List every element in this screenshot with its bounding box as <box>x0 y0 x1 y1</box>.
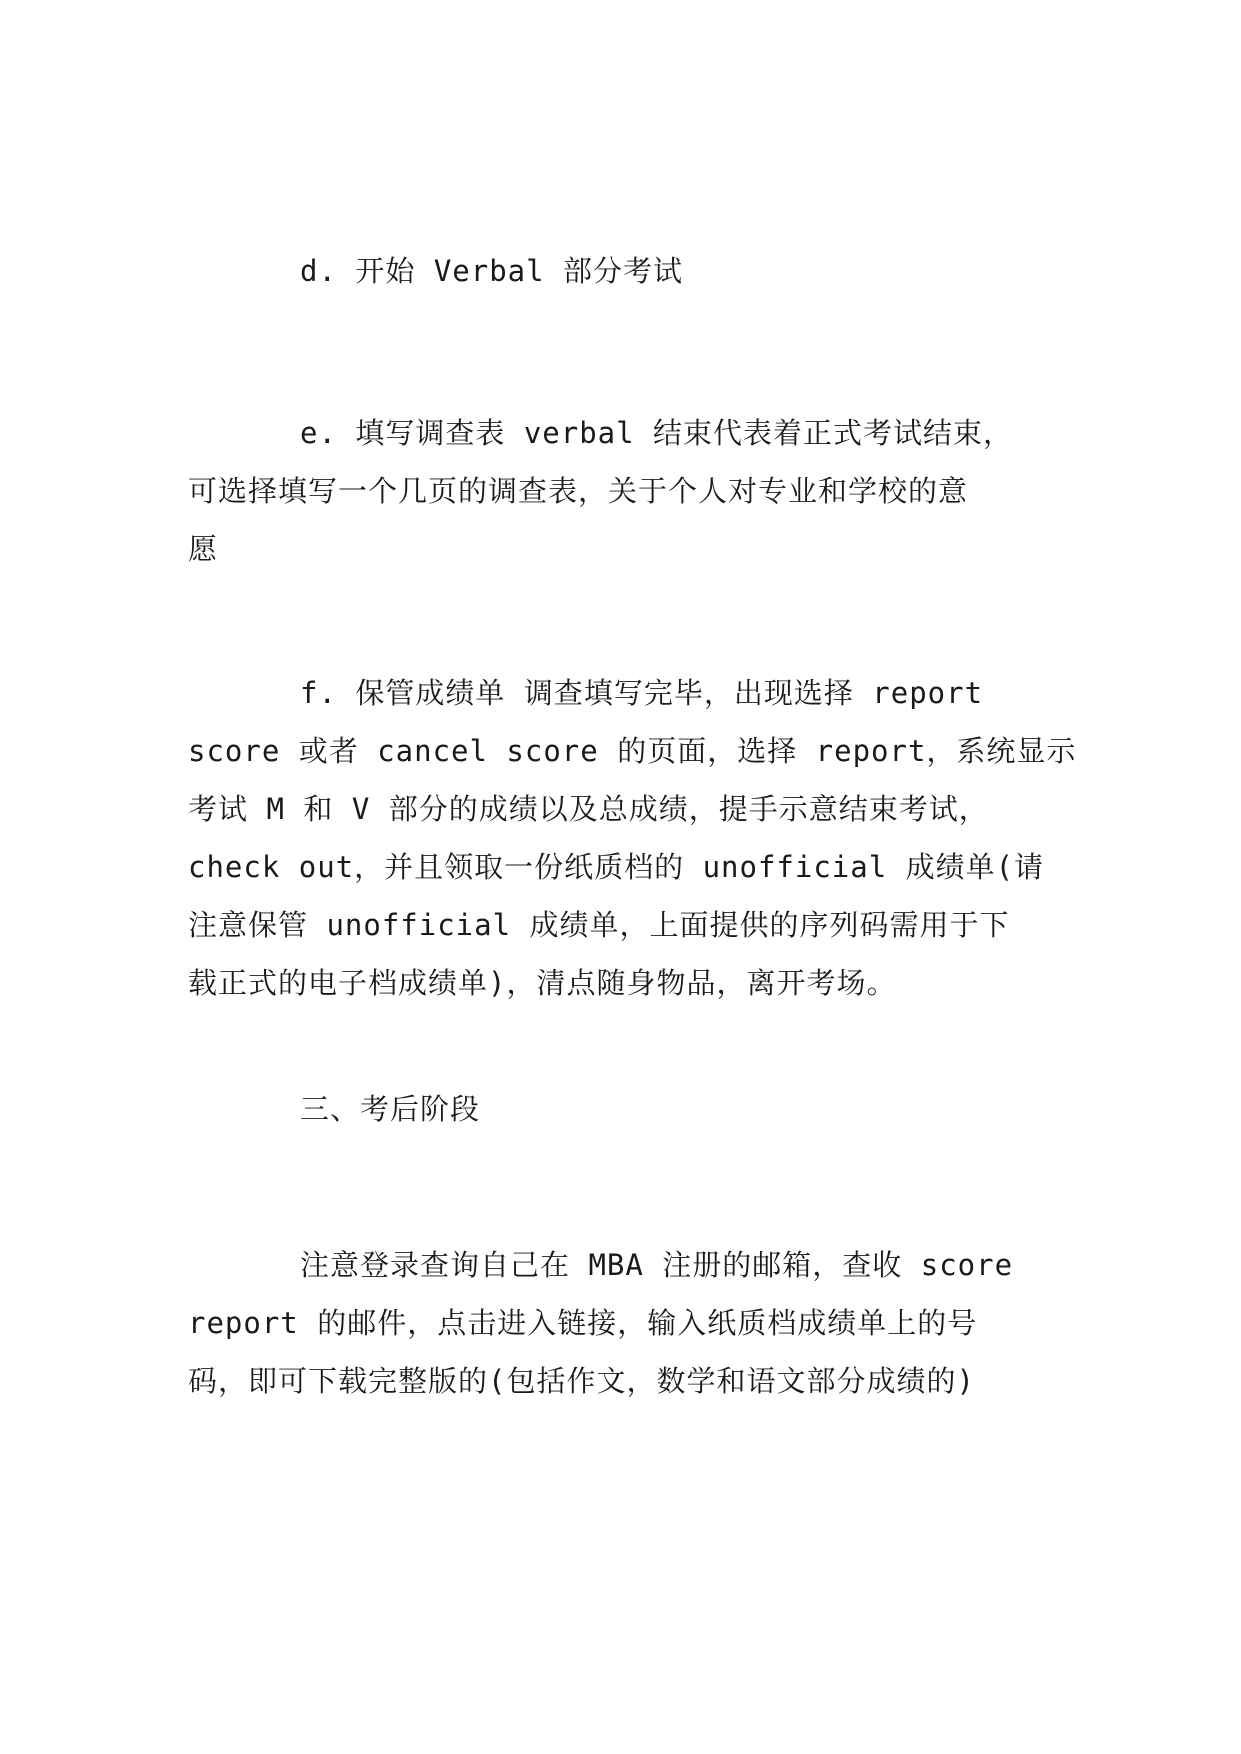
text-line: 注意保管 unofficial 成绩单，上面提供的序列码需用于下 <box>188 908 1010 942</box>
text-line: e. 填写调查表 verbal 结束代表着正式考试结束， <box>300 416 1014 450</box>
text-line: score 或者 cancel score 的页面，选择 report，系统显示 <box>188 734 1077 768</box>
text-line: 注意登录查询自己在 MBA 注册的邮箱，查收 score <box>300 1248 1014 1282</box>
text-line: check out，并且领取一份纸质档的 unofficial 成绩单(请 <box>188 850 1045 884</box>
text-line: report 的邮件，点击进入链接，输入纸质档成绩单上的号 <box>188 1306 978 1340</box>
text-line: 载正式的电子档成绩单)，清点随身物品，离开考场。 <box>188 966 897 1000</box>
text-line: 考试 M 和 V 部分的成绩以及总成绩，提手示意结束考试， <box>188 792 989 826</box>
paragraph-survey <box>188 404 1058 578</box>
text-line: 愿 <box>188 532 219 566</box>
section-heading-post-exam <box>188 1080 1058 1138</box>
paragraph-verbal-start <box>188 242 1058 300</box>
text-line: 可选择填写一个几页的调查表，关于个人对专业和学校的意 <box>188 474 969 508</box>
text-line: 三、考后阶段 <box>300 1092 481 1126</box>
paragraph-score-report <box>188 664 1077 1012</box>
text-line: f. 保管成绩单 调查填写完毕，出现选择 report <box>300 676 984 710</box>
text-line: d. 开始 Verbal 部分考试 <box>300 254 684 288</box>
paragraph-post-exam <box>188 1236 1058 1410</box>
text-line: 码，即可下载完整版的(包括作文，数学和语文部分成绩的) <box>188 1364 975 1398</box>
